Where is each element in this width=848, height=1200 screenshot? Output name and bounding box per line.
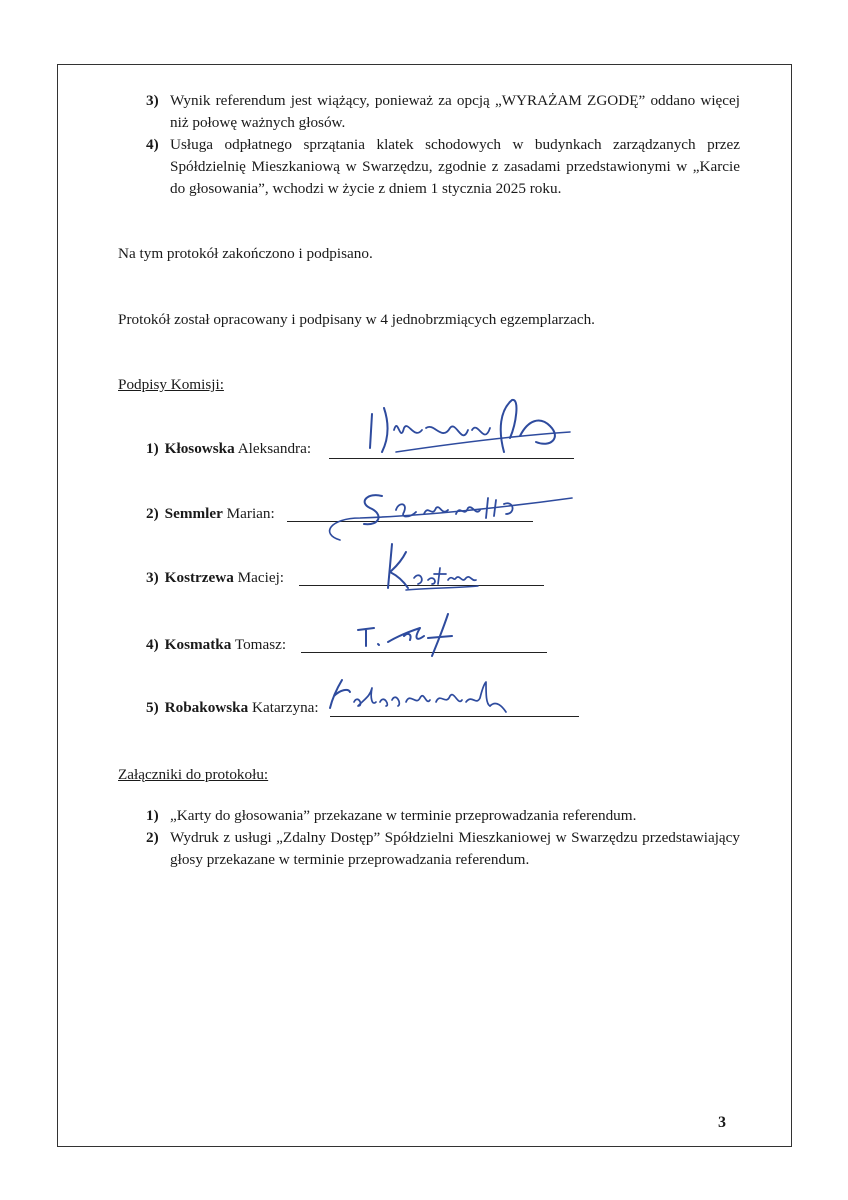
- signatory-number: 4): [146, 636, 159, 653]
- list-item: [146, 134, 740, 200]
- results-list: [146, 90, 740, 200]
- signatory-first-name: Tomasz:: [234, 636, 287, 653]
- signatory-first-name: Katarzyna:: [252, 699, 319, 716]
- item-text: Wynik referendum jest wiążący, ponieważ za opcją „WYRAŻAM ZGODĘ” oddano więcej niż połowę ważnych głosów.: [170, 92, 740, 131]
- item-text: Wydruk z usługi „Zdalny Dostęp” Spółdzielni Mieszkaniowej w Swarzędzu przedstawiający głosy przekazane w terminie przeprowadzania referendum.: [170, 829, 740, 868]
- signatory-first-name: Marian:: [226, 505, 275, 522]
- handwritten-signature: [326, 676, 516, 720]
- copies-statement: Protokół został opracowany i podpisany w 4 jednobrzmiących egzemplarzach.: [118, 311, 595, 328]
- signatory-first-name: Maciej:: [237, 569, 285, 586]
- signatory-surname: Kłosowska: [164, 440, 235, 457]
- item-number: 2): [146, 829, 159, 846]
- signatory-surname: Semmler: [164, 505, 223, 522]
- signatory-surname: Kostrzewa: [164, 569, 234, 586]
- list-item: [146, 827, 740, 871]
- signatory-surname: Robakowska: [164, 699, 249, 716]
- signatory-number: 3): [146, 569, 159, 586]
- handwritten-signature: [352, 606, 482, 660]
- handwritten-signature: [340, 390, 580, 470]
- signatory-row: [146, 636, 286, 660]
- attachments-heading: Załączniki do protokołu:: [118, 766, 269, 783]
- item-number: 3): [146, 92, 159, 109]
- signatory-row: [146, 569, 284, 593]
- item-number: 4): [146, 136, 159, 153]
- closing-statement: Na tym protokół zakończono i podpisano.: [118, 245, 373, 262]
- item-number: 1): [146, 807, 159, 824]
- signatory-number: 5): [146, 699, 159, 716]
- signatory-number: 2): [146, 505, 159, 522]
- signatory-number: 1): [146, 440, 159, 457]
- item-text: „Karty do głosowania” przekazane w terminie przeprowadzania referendum.: [170, 807, 637, 824]
- page-number: 3: [718, 1114, 726, 1131]
- list-item: [146, 805, 740, 827]
- signatures-heading: Podpisy Komisji:: [118, 376, 224, 393]
- attachments-list: [146, 805, 740, 871]
- signatory-surname: Kosmatka: [164, 636, 232, 653]
- signatory-row: [146, 505, 275, 529]
- list-item: [146, 90, 740, 134]
- handwritten-signature: [378, 538, 488, 596]
- item-text: Usługa odpłatnego sprzątania klatek schodowych w budynkach zarządzanych przez Spółdzielnię Mieszkaniową w Swarzędzu, zgodnie z zasadami przedstawionymi w „Karcie do głosowania”, wchodzi w życie z dniem 1 stycznia 2025 roku.: [170, 136, 740, 197]
- signatory-row: [146, 699, 319, 723]
- signatory-first-name: Aleksandra:: [237, 440, 312, 457]
- signatory-row: [146, 440, 311, 464]
